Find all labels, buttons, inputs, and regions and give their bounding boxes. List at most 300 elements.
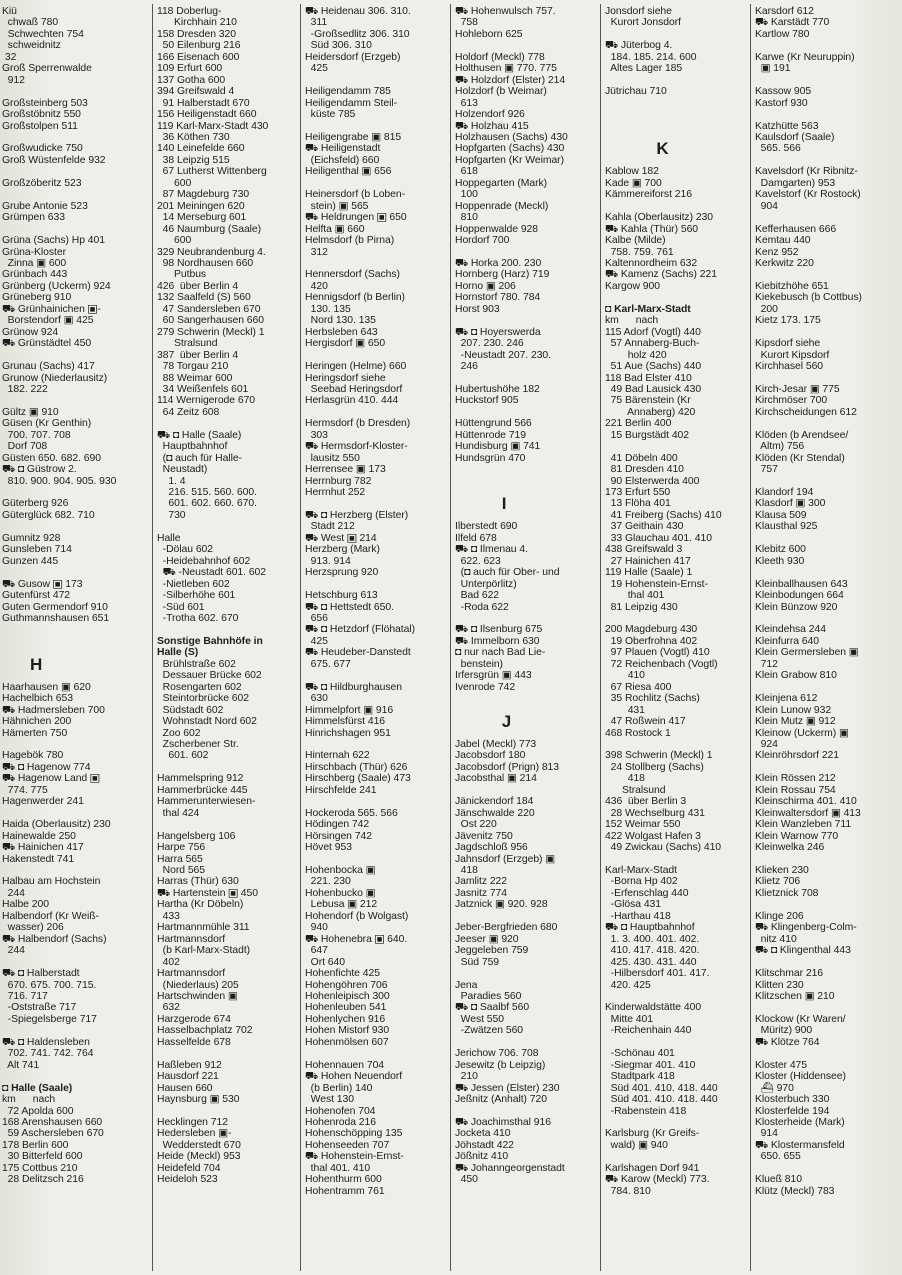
column-1 (2, 6, 150, 1271)
index-entry-line: 329 Neubrandenburg 4. (157, 246, 266, 258)
index-entry-line: Stadt 212 (305, 521, 355, 533)
index-entry-line: Horst 903 (455, 303, 500, 315)
index-entry-line: Borstendorf ▣ 425 (2, 315, 94, 327)
index-entry-line: 67 Lutherst Wittenberg (157, 166, 267, 178)
index-entry-line: holz 420 (605, 349, 667, 361)
index-entry-line: -Schönau 401 (605, 1048, 675, 1060)
blank-line (605, 109, 749, 120)
index-entry-line: 700. 707. 708 (2, 429, 71, 441)
index-entry-line: Kleeth 930 (755, 555, 805, 567)
index-entry-line: -Spiegelsberge 717 (2, 1013, 97, 1025)
index-entry-line: Herrensee ▣ 173 (305, 464, 386, 476)
blank-line (455, 613, 599, 624)
index-entry-line: Kleinwaltersdorf ▣ 413 (755, 807, 861, 819)
blank-line (157, 1106, 299, 1117)
index-entry-line: Karsdorf 612 (755, 6, 814, 17)
blank-line (157, 418, 299, 429)
index-entry-line: Klein Lunow 932 (755, 704, 832, 716)
blank-line (305, 407, 449, 418)
blank-line (305, 75, 449, 86)
index-entry-line: Putbus (157, 269, 207, 281)
index-entry-line: ⛟ Hohenwulsch 757. (455, 6, 556, 17)
index-entry-line: 184. 185. 214. 600 (605, 51, 697, 63)
index-entry-line: Kemtau 440 (755, 235, 811, 247)
index-entry-line: Klein Germersleben ▣ (755, 647, 859, 659)
index-entry-line: Hausdorf 221 (157, 1071, 219, 1083)
index-entry-line: ◘ nur nach Bad Lie- (455, 647, 546, 659)
column-divider (152, 4, 153, 1271)
index-entry-line: -Nietleben 602 (157, 578, 230, 590)
index-entry-line: Kleinfurra 640 (755, 635, 819, 647)
index-entry-line: -Hilbersdorf 401. 417. (605, 968, 710, 980)
index-entry-line: 200 (755, 303, 778, 315)
index-entry-line: 118 Bad Elster 410 (605, 372, 692, 384)
index-entry-line: Gutenfürst 472 (2, 590, 71, 602)
index-entry-line: Kleindehsa 244 (755, 624, 826, 636)
index-entry-line: ⛟ Johanngeorgenstadt (455, 1162, 565, 1174)
index-entry-line: Unterpörlitz) (455, 578, 517, 590)
index-entry-line: Hohendorf (b Wolgast) (305, 910, 409, 922)
index-entry-line: 156 Heiligenstadt 660 (157, 109, 257, 121)
index-entry-line: 670. 675. 700. 715. (2, 979, 97, 991)
index-entry-line: Holthusen ▣ 770. 775 (455, 63, 557, 75)
blank-line (2, 86, 150, 97)
index-entry-line: Hornberg (Harz) 719 (455, 269, 550, 281)
blank-line (157, 762, 299, 773)
index-entry-line: Hohenschöpping 135 (305, 1128, 403, 1140)
index-entry-line: Stralsund (157, 338, 218, 350)
index-entry-line: Hammerbrücke 445 (157, 784, 248, 796)
index-entry-line: 75 Bärenstein (Kr (605, 395, 691, 407)
blank-line (755, 1002, 901, 1013)
index-entry-line: 90 Elsterwerda 400 (605, 475, 700, 487)
index-entry-line: Herrnburg 782 (305, 475, 372, 487)
index-entry-line: Irfersgrün ▣ 443 (455, 670, 532, 682)
index-entry-line: Jacobsdorf (Prign) 813 (455, 761, 560, 773)
blank-line (2, 624, 150, 635)
index-entry-line: -Roda 622 (455, 601, 509, 613)
index-entry-line: (b Berlin) 140 (305, 1082, 373, 1094)
index-entry-line: 47 Sandersleben 670 (157, 303, 261, 315)
blank-line (305, 670, 449, 681)
index-entry-line: 398 Schwerin (Meckl) 1 (605, 750, 713, 762)
index-entry-line: Jävenitz 750 (455, 830, 513, 842)
index-entry-line: 303 (305, 429, 328, 441)
index-entry-line: Kastorf 930 (755, 97, 808, 109)
index-entry-line: 431 (605, 704, 645, 716)
index-entry-line: Holzdorf (b Weimar) (455, 86, 547, 98)
index-entry-line: Kleinjena 612 (755, 693, 818, 705)
index-entry-line: Guten Germendorf 910 (2, 601, 108, 613)
blank-line (305, 854, 449, 865)
index-entry-line: Grunau (Sachs) 417 (2, 361, 95, 373)
index-entry-line: Heidersdorf (Erzgeb) (305, 51, 401, 63)
index-entry-line: 758. 759. 761 (605, 246, 674, 258)
blank-line (755, 269, 901, 280)
column-3 (305, 6, 449, 1271)
blank-line (2, 1025, 150, 1036)
index-entry-line: Katzhütte 563 (755, 120, 819, 132)
index-entry-line: Jöhstadt 422 (455, 1139, 514, 1151)
index-entry-line: Klein Grabow 810 (755, 670, 837, 682)
index-entry-line: ⛟ Immelborn 630 (455, 635, 540, 647)
index-entry-line: Großsteinberg 503 (2, 97, 88, 109)
index-entry-line: Grümpen 633 (2, 212, 65, 224)
index-entry-line: 178 Berlin 600 (2, 1139, 69, 1151)
index-entry-line: Herlasgrün 410. 444 (305, 395, 399, 407)
column-divider (450, 4, 451, 1271)
index-entry-line: Hennersdorf (Sachs) (305, 269, 400, 281)
index-entry-line: 216. 515. 560. 600. (157, 487, 257, 499)
index-entry-line: Hasselfelde 678 (157, 1036, 231, 1048)
index-entry-line: 72 Apolda 600 (2, 1105, 74, 1117)
index-entry-line: Jeber-Bergfrieden 680 (455, 922, 558, 934)
index-entry-line: Hasselbachplatz 702 (157, 1025, 253, 1037)
index-entry-line: ⛟ Holzdorf (Elster) 214 (455, 74, 566, 86)
blank-line (755, 155, 901, 166)
index-entry-line: Halle (S) (157, 647, 199, 659)
index-entry-line: Grüna (Sachs) Hp 401 (2, 235, 105, 247)
index-entry-line: 418 (605, 773, 645, 785)
index-entry-line: Klosterbuch 330 (755, 1094, 830, 1106)
index-entry-line: Kahla (Oberlausitz) 230 (605, 212, 714, 224)
index-entry-line: Dessauer Brücke 602 (157, 670, 262, 682)
index-entry-line: Kirchhasel 560 (755, 361, 824, 373)
index-entry-line: Hohennauen 704 (305, 1059, 385, 1071)
index-entry-line: Klosterfelde 194 (755, 1105, 830, 1117)
index-entry-line: ⛟ Klötze 764 (755, 1036, 820, 1048)
index-entry-line: Kloster 475 (755, 1059, 808, 1071)
index-entry-line: 34 Weißenfels 601 (157, 383, 249, 395)
index-entry-line: ⛟ ◘ Ilmenau 4. (455, 544, 528, 556)
index-entry-line: Holzendorf 926 (455, 109, 525, 121)
index-entry-line: Seebad Heringsdorf (305, 383, 403, 395)
index-entry-line: Hohenthurm 600 (305, 1174, 382, 1186)
index-entry-line: ⛟ Halbendorf (Sachs) (2, 933, 107, 945)
index-entry-line: Nord 130. 135 (305, 315, 376, 327)
index-entry-line: Klitten 230 (755, 979, 804, 991)
index-entry-line: Himmelsfürst 416 (305, 716, 386, 728)
index-entry-line: Sonstige Bahnhöfe in (157, 635, 263, 647)
blank-line (455, 373, 599, 384)
index-entry-line: Klein Warnow 770 (755, 830, 839, 842)
index-entry-line: (Eichsfeld) 660 (305, 154, 380, 166)
index-entry-line: Jütrichau 710 (605, 86, 667, 98)
index-entry-line: Hausen 660 (157, 1082, 213, 1094)
index-entry-line: Steintorbrücke 602 (157, 693, 249, 705)
index-entry-line: Großstöbnitz 550 (2, 109, 81, 121)
index-entry-line: 426 über Berlin 4 (157, 280, 239, 292)
index-entry-line: -Süd 601 (157, 601, 205, 613)
index-entry-line: Heringen (Helme) 660 (305, 361, 407, 373)
column-4 (455, 6, 599, 1271)
index-entry-line: (◘ auch für Ober- und (455, 567, 560, 579)
index-entry-line: Annaberg) 420 (605, 406, 696, 418)
index-entry-line: 914 (755, 1128, 778, 1140)
index-entry-line: ⛟ Jüterbog 4. (605, 40, 673, 52)
index-entry-line: Kirchscheidungen 612 (755, 406, 857, 418)
index-entry-line: Hecklingen 712 (157, 1116, 228, 1128)
index-entry-line: ⛟ ◘ Herzberg (Elster) (305, 509, 409, 521)
blank-line (605, 292, 749, 303)
index-entry-line: Hartmannmühle 311 (157, 922, 250, 934)
index-entry-line: Süd 306. 310 (305, 40, 372, 52)
index-entry-line: 152 Weimar 550 (605, 819, 681, 831)
blank-line (755, 533, 901, 544)
index-entry-line: Hohenlychen 916 (305, 1013, 386, 1025)
blank-line (2, 350, 150, 361)
index-entry-line: 46 Naumburg (Saale) (157, 223, 262, 235)
index-entry-line: Jagdschloß 956 (455, 842, 528, 854)
index-entry-line: Klandorf 194 (755, 487, 814, 499)
index-entry-line: nitz 410 (755, 933, 797, 945)
index-entry-line: 244 (2, 887, 25, 899)
index-entry-line: 13 Flöha 401 (605, 498, 671, 510)
index-entry-line: Grünberg (Uckerm) 924 (2, 280, 111, 292)
index-entry-line: Müritz) 900 (755, 1025, 813, 1037)
index-entry-line: Hinternah 622 (305, 750, 370, 762)
index-entry-line: Jesewitz (b Leipzig) (455, 1059, 546, 1071)
index-entry-line: ⛟ -Neustadt 601. 602 (157, 567, 267, 579)
index-entry-line: Kleinow (Uckerm) ▣ (755, 727, 849, 739)
index-entry-line: ⛟ Hadmersleben 700 (2, 704, 105, 716)
index-entry-line: 14 Merseburg 601 (157, 212, 247, 224)
index-entry-line: 30 Bitterfeld 600 (2, 1151, 83, 1163)
blank-line (2, 739, 150, 750)
index-entry-line: 436 über Berlin 3 (605, 796, 687, 808)
index-entry-line: Hoppegarten (Mark) (455, 177, 548, 189)
index-entry-line: Himmelpfort ▣ 916 (305, 704, 394, 716)
index-entry-line: 675. 677 (305, 658, 351, 670)
index-entry-line: Hohen Mistorf 930 (305, 1025, 390, 1037)
index-entry-line: Güsen (Kr Genthin) (2, 418, 92, 430)
index-entry-line: Halle (157, 532, 181, 544)
index-entry-line: Hopfgarten (Sachs) 430 (455, 143, 565, 155)
index-entry-line: Jasnitz 774 (455, 887, 508, 899)
index-entry-line: Bad 622 (455, 590, 500, 602)
index-entry-line: Hornstorf 780. 784 (455, 292, 541, 304)
index-entry-line: Hüttengrund 566 (455, 418, 532, 430)
index-entry-line: 182. 222 (2, 383, 48, 395)
index-entry-line: ▣ 191 (755, 63, 791, 75)
column-divider (750, 4, 751, 1271)
blank-line (755, 418, 901, 429)
index-entry-line: Karwe (Kr Neuruppin) (755, 51, 855, 63)
column-6 (755, 6, 901, 1271)
index-entry-line: 418 (455, 864, 478, 876)
index-entry-line: Zscherbener Str. (157, 739, 239, 750)
index-entry-line: ⛟ Hohenstein-Ernst- (305, 1151, 404, 1163)
index-entry-line: ⛟ Jessen (Elster) 230 (455, 1082, 560, 1094)
index-entry-line: Klieken 230 (755, 864, 809, 876)
blank-line (455, 968, 599, 979)
index-entry-line: 618 (455, 166, 478, 178)
index-entry-line: 81 Leipzig 430 (605, 601, 678, 613)
index-entry-line: 168 Arenshausen 660 (2, 1116, 103, 1128)
blank-line (2, 166, 150, 177)
index-entry-line: 702. 741. 742. 764 (2, 1048, 94, 1060)
index-entry-line: Hauptbahnhof (157, 441, 228, 453)
index-entry-line: 221 Berlin 400 (605, 418, 672, 430)
index-entry-line: Grünbach 443 (2, 269, 68, 281)
blank-line (305, 178, 449, 189)
index-entry-line: Hohenbucko ▣ (305, 887, 376, 899)
blank-line (605, 29, 749, 40)
index-entry-line: 758 (455, 17, 478, 29)
index-entry-line: Klütz (Meckl) 783 (755, 1185, 835, 1197)
index-entry-line: 402 (157, 956, 180, 968)
index-entry-line: Brühlstraße 602 (157, 658, 236, 670)
index-entry-line: 244 (2, 945, 25, 957)
index-entry-line: Hagenwerder 241 (2, 796, 84, 808)
blank-line (755, 854, 901, 865)
index-entry-line: Hüttenrode 719 (455, 429, 526, 441)
index-entry-line: 88 Weimar 600 (157, 372, 233, 384)
index-entry-line: Grüna-Kloster (2, 246, 67, 258)
blank-line (755, 1163, 901, 1174)
index-entry-line: Dorf 708 (2, 441, 48, 453)
index-entry-line: 91 Halberstadt 670 (157, 97, 250, 109)
index-entry-line: Jabel (Meckl) 773 (455, 739, 537, 750)
index-entry-line: Harzgerode 674 (157, 1013, 231, 1025)
blank-line (2, 957, 150, 968)
section-letter-heading: H (2, 654, 43, 674)
index-entry-line: Süd 401. 410. 418. 440 (605, 1094, 718, 1106)
blank-line (755, 75, 901, 86)
index-entry-line: Gumnitz 928 (2, 532, 61, 544)
index-entry-line: Hergisdorf ▣ 650 (305, 338, 386, 350)
index-entry-line: Heidefeld 704 (157, 1162, 221, 1174)
index-entry-line: 632 (157, 1002, 180, 1014)
index-entry-line: Harras (Thür) 630 (157, 876, 239, 888)
index-entry-line: ⛟ ◘ Klingenthal 443 (755, 945, 851, 957)
index-entry-line: ⛟ Karow (Meckl) 773. (605, 1174, 710, 1186)
blank-line (755, 373, 901, 384)
index-entry-line: ◘ Karl-Marx-Stadt (605, 303, 691, 315)
blank-line (605, 613, 749, 624)
blank-line (2, 1071, 150, 1082)
blank-line (755, 212, 901, 223)
index-entry-line: 647 (305, 945, 328, 957)
index-entry-line: Hermsdorf (b Dresden) (305, 418, 411, 430)
index-entry-line: ⛟ Heiligenstadt (305, 143, 381, 155)
index-entry-line: Kartlow 780 (755, 28, 810, 40)
index-entry-line: Hachelbich 653 (2, 693, 73, 705)
index-entry-line: Gültz ▣ 910 (2, 406, 59, 418)
index-entry-line: 41 Döbeln 400 (605, 452, 678, 464)
index-entry-line: Kavelsdorf (Kr Ribnitz- (755, 166, 858, 178)
index-entry-line: 47 Roßwein 417 (605, 716, 686, 728)
index-entry-line: Kade ▣ 700 (605, 177, 662, 189)
index-entry-line: Heiligendamm Steil- (305, 97, 398, 109)
index-entry-line: Süd 401. 410. 418. 440 (605, 1082, 718, 1094)
index-entry-line: 19 Hohenstein-Ernst- (605, 578, 708, 590)
index-entry-line: 246 (455, 361, 478, 373)
index-entry-line: Jänschwalde 220 (455, 807, 535, 819)
blank-line (605, 75, 749, 86)
blank-line (605, 121, 749, 132)
blank-line (2, 224, 150, 235)
index-entry-line: 730 (157, 509, 186, 521)
index-entry-line: Hammerunterwiesen- (157, 796, 256, 808)
index-entry-line: Hirschfelde 241 (305, 784, 377, 796)
index-entry-line: 137 Gotha 600 (157, 74, 226, 86)
index-entry-line: Klasdorf ▣ 300 (755, 498, 826, 510)
index-entry-line: Haynsburg ▣ 530 (157, 1094, 240, 1106)
index-entry-line: Klinge 206 (755, 910, 804, 922)
index-entry-line: Hähnichen 200 (2, 716, 72, 728)
blank-line (2, 521, 150, 532)
index-entry-line: 601. 602. 660. 670. (157, 498, 257, 510)
index-entry-line: Hohenleipisch 300 (305, 990, 390, 1002)
index-entry-line: Hopfgarten (Kr Weimar) (455, 154, 564, 166)
index-entry-line: wasser) 206 (2, 922, 64, 934)
blank-line (605, 1037, 749, 1048)
index-entry-line: Zinna ▣ 600 (2, 257, 67, 269)
index-entry-line: -Glösa 431 (605, 899, 662, 911)
index-entry-line: Altm) 756 (755, 441, 805, 453)
index-entry-line: ⛟ ◘ Hauptbahnhof (605, 922, 695, 934)
index-entry-line: Hartmannsdorf (157, 933, 226, 945)
blank-line (455, 40, 599, 51)
index-entry-line: Lebusa ▣ 212 (305, 899, 378, 911)
index-entry-line: Hohenseeden 707 (305, 1139, 390, 1151)
index-entry-line: 757 (755, 464, 778, 476)
index-entry-line: Klein Bünzow 920 (755, 601, 838, 613)
index-entry-line: Klein Rössen 212 (755, 773, 836, 785)
index-entry-line: 78 Torgau 210 (157, 361, 229, 373)
index-entry-line: Klein Wanzleben 711 (755, 819, 852, 831)
index-entry-line: ⛟ Hermsdorf-Kloster- (305, 441, 408, 453)
blank-line (2, 189, 150, 200)
index-entry-line: 656 (305, 613, 328, 625)
index-entry-line: Heiligendamm 785 (305, 86, 391, 98)
index-entry-line: Haida (Oberlausitz) 230 (2, 819, 111, 831)
index-entry-line: 97 Plauen (Vogtl) 410 (605, 647, 710, 659)
index-entry-line: 774. 775 (2, 784, 48, 796)
index-entry-line: Kiekebusch (b Cottbus) (755, 292, 862, 304)
index-entry-line: Hartha (Kr Döbeln) (157, 899, 244, 911)
index-entry-line: Klöden (Kr Stendal) (755, 452, 845, 464)
index-entry-line: benstein) (455, 658, 503, 670)
index-entry-line: Ort 640 (305, 956, 345, 968)
blank-line (455, 315, 599, 326)
index-entry-line: -Heidebahnhof 602 (157, 555, 251, 567)
index-entry-line: Halbe 200 (2, 899, 49, 911)
section-letter-heading: K (605, 139, 669, 159)
index-entry-line: Jatznick ▣ 920. 928 (455, 899, 548, 911)
index-entry-line: Hoppenrade (Meckl) (455, 200, 549, 212)
index-entry-line: 15 Burgstädt 402 (605, 429, 690, 441)
index-entry-line: Jahnsdorf (Erzgeb) ▣ (455, 853, 556, 865)
blank-line (605, 1151, 749, 1162)
index-entry-line: 28 Wechselburg 431 (605, 807, 705, 819)
blank-line (305, 796, 449, 807)
blank-line (755, 1048, 901, 1059)
index-entry-line: Huckstorf 905 (455, 395, 519, 407)
index-entry-line: Hohentramm 761 (305, 1185, 385, 1197)
index-entry-line: Klausthal 925 (755, 521, 818, 533)
blank-line (605, 98, 749, 109)
index-entry-line: Hockeroda 565. 566 (305, 807, 398, 819)
index-entry-line: Jeeser ▣ 920 (455, 933, 519, 945)
index-entry-line: Schwechten 754 (2, 28, 84, 40)
index-entry-line: -Dölau 602 (157, 544, 214, 556)
index-entry-line: 200 Magdeburg 430 (605, 624, 698, 636)
index-entry-line: 57 Annaberg-Buch- (605, 338, 700, 350)
index-entry-line: Neustadt) (157, 464, 208, 476)
index-entry-line: Grünow 924 (2, 326, 59, 338)
